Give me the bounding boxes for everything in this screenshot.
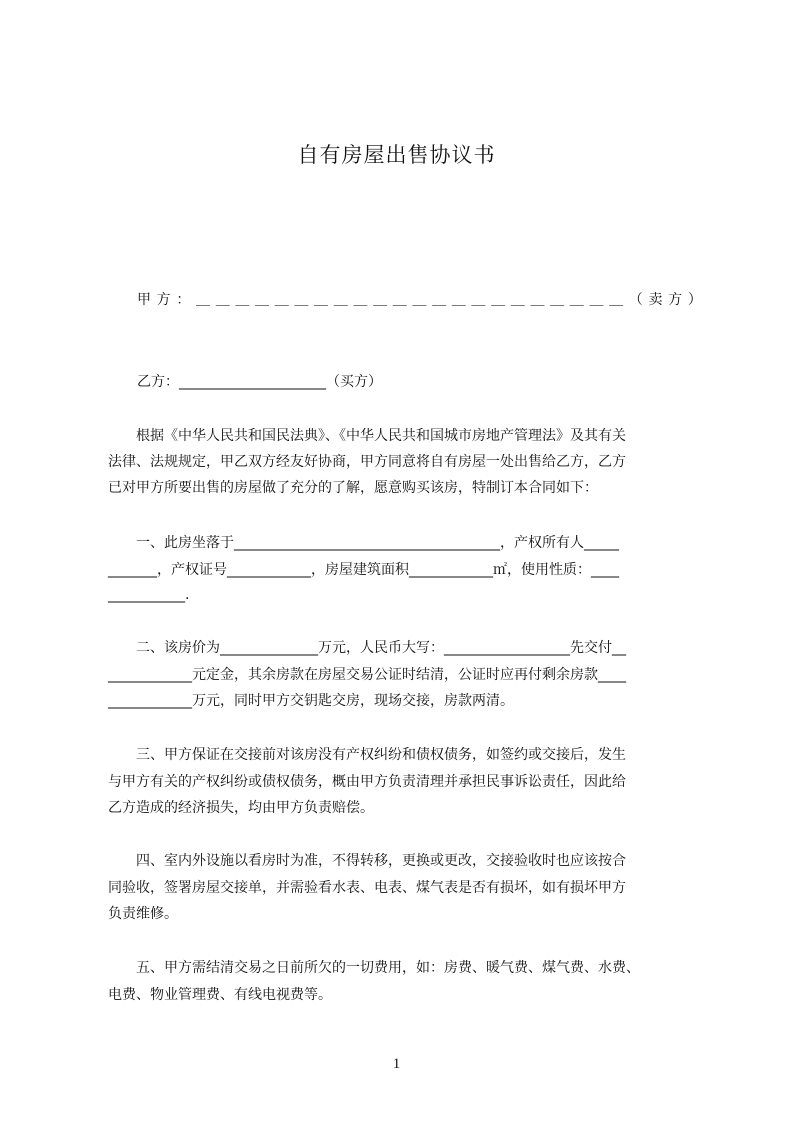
party-a-char: ＿ — [491, 292, 506, 308]
party-a-char: ＿ — [196, 292, 211, 308]
clause-3-line: 与甲方有关的产权纠纷或债权债务，概由甲方负责清理并承担民事诉讼责任，因此给 — [108, 774, 626, 790]
party-a-char: ＿ — [235, 292, 250, 308]
party-a-char: ＿ — [451, 292, 466, 308]
party-a-char: ＿ — [569, 292, 584, 308]
party-a-char: ＿ — [510, 292, 525, 308]
party-a-char: ＿ — [255, 292, 270, 308]
party-a-char: ＿ — [609, 292, 624, 308]
intro-line: 法律、法规规定，甲乙双方经友好协商，甲方同意将自有房屋一处出售给乙方，乙方 — [108, 454, 626, 470]
party-a-line — [137, 290, 702, 310]
party-a-char: ＿ — [392, 292, 407, 308]
clause-2-line: ____________万元，同时甲方交钥匙交房，现场交接，房款两清。 — [108, 693, 514, 709]
page-number: 1 — [392, 1056, 401, 1072]
party-a-char: ＿ — [530, 292, 545, 308]
clause-2-line: ____________元定金，其余房款在房屋交易公证时结清，公证时应再付剩余房款____ — [108, 667, 626, 683]
clause-3-line: 三、甲方保证在交接前对该房没有产权纠纷和债权债务，如签约或交接后，发生 — [108, 747, 626, 763]
party-a-char: ＿ — [412, 292, 427, 308]
party-a-char: ＿ — [215, 292, 230, 308]
party-a-char: ＿ — [314, 292, 329, 308]
party-a-char: 甲 — [137, 292, 151, 308]
party-a-char: ＿ — [294, 292, 309, 308]
party-a-char: ＿ — [353, 292, 368, 308]
clause-1-line: 一、此房坐落于______________________________________，产权所有人_____ — [108, 535, 619, 551]
party-a-char: ＿ — [471, 292, 486, 308]
clause-1-line: _______，产权证号____________，房屋建筑面积____________㎡，使用性质：____ — [108, 562, 619, 578]
party-a-char: ） — [687, 292, 702, 308]
intro-line: 根据《中华人民共和国民法典》、《中华人民共和国城市房地产管理法》及其有关 — [108, 428, 626, 444]
clause-2-line: 二、该房价为______________万元，人民币大写：__________________先交付__ — [108, 640, 626, 656]
clause-4-line: 负责维修。 — [108, 906, 178, 922]
party-a-char: 卖 — [648, 292, 663, 308]
party-a-char: 方 — [156, 292, 171, 308]
party-a-char: 方 — [668, 292, 683, 308]
clause-4-line: 同验收，签署房屋交接单，并需验看水表、电表、煤气表是否有损坏，如有损坏甲方 — [108, 880, 626, 896]
clause-5-line: 五、甲方需结清交易之日前所欠的一切费用，如：房费、暖气费、煤气费、水费、 — [108, 960, 640, 976]
party-a-char: ＿ — [589, 292, 604, 308]
clause-1-line: ___________. — [108, 587, 190, 603]
party-a-char: ＿ — [550, 292, 565, 308]
intro-line: 已对甲方所要出售的房屋做了充分的了解，愿意购买该房，特制订本合同如下： — [108, 480, 598, 496]
party-a-char: ＿ — [333, 292, 348, 308]
clause-4-line: 四、室内外设施以看房时为准，不得转移，更换或更改，交接验收时也应该按合 — [108, 853, 626, 869]
clause-5-line: 电费、物业管理费、有线电视费等。 — [108, 987, 332, 1003]
party-b-line: 乙方：_____________________（买方） — [137, 374, 382, 390]
document-title: 自有房屋出售协议书 — [297, 143, 496, 167]
party-a-char: （ — [628, 292, 643, 308]
party-a-char: ＿ — [274, 292, 289, 308]
party-a-char: ： — [176, 292, 191, 308]
clause-3-line: 乙方造成的经济损失，均由甲方负责赔偿。 — [108, 800, 374, 816]
party-a-char: ＿ — [373, 292, 388, 308]
party-a-char: ＿ — [432, 292, 447, 308]
